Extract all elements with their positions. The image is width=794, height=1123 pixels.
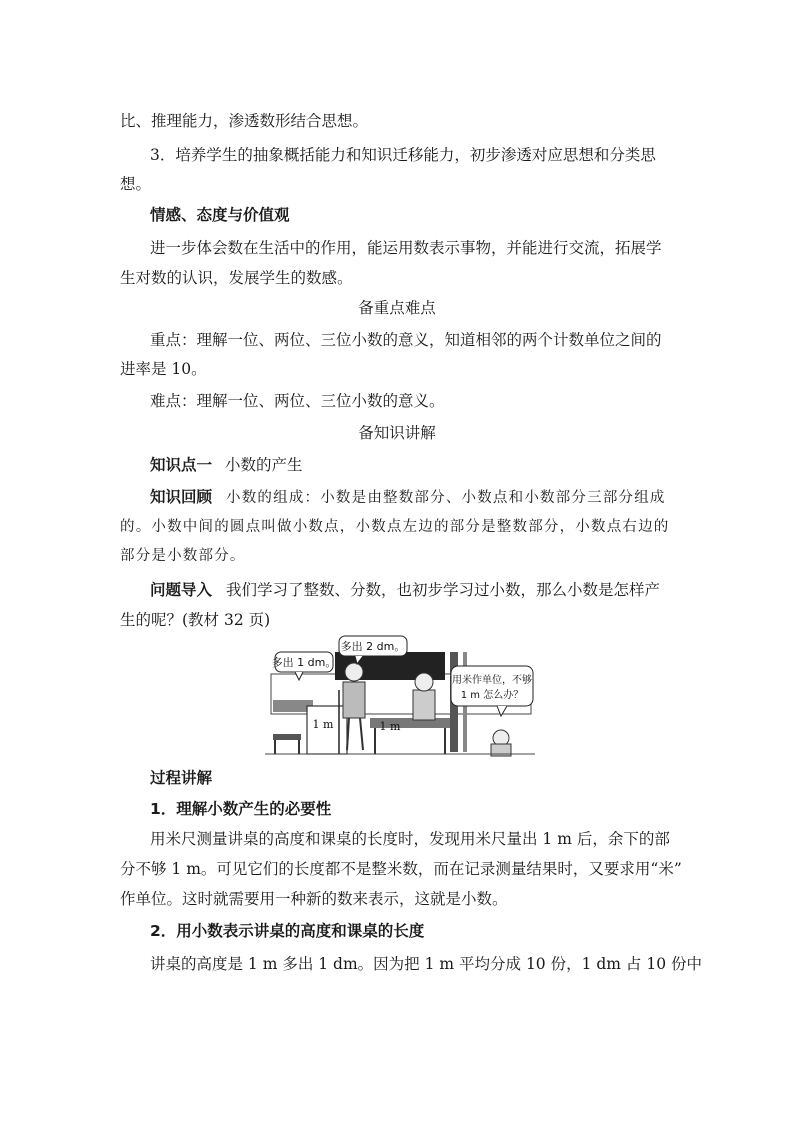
review-line: 的。小数中间的圆点叫做小数点，小数点左边的部分是整数部分，小数点右边的 xyxy=(120,519,670,535)
text-line: 难点：理解一位、两位、三位小数的意义。 xyxy=(150,392,445,410)
section-heading: 过程讲解 xyxy=(150,769,213,787)
classroom-illustration xyxy=(265,632,535,760)
text-line: 比、推理能力，渗透数形结合思想。 xyxy=(120,112,369,130)
text-line: 作单位。这时就需要用一种新的数来表示，这就是小数。 xyxy=(120,890,508,908)
knowledge-point-heading xyxy=(150,455,302,475)
bubble-mid-text: 多出 2 dm。 xyxy=(340,640,406,653)
text-line: 讲桌的高度是 1 m 多出 1 dm。因为把 1 m 平均分成 10 份，1 dm 占 10 份中 xyxy=(150,955,703,973)
section-title: 备重点难点 xyxy=(358,299,436,317)
text-line: 想。 xyxy=(120,175,152,193)
text-line: 分不够 1 m。可见它们的长度都不是整米数，而在记录测量结果时，又要求用“米” xyxy=(120,860,682,878)
length-label: 1 m xyxy=(379,720,401,733)
review-label: 知识回顾 xyxy=(150,488,213,506)
intro-text: 我们学习了整数、分数，也初步学习过小数，那么小数是怎样产 xyxy=(226,581,661,599)
section-title: 备知识讲解 xyxy=(358,424,436,442)
text-line: 进一步体会数在生活中的作用，能运用数表示事物，并能进行交流，拓展学 xyxy=(150,239,662,257)
text-line: 重点：理解一位、两位、三位小数的意义，知道相邻的两个计数单位之间的 xyxy=(150,331,662,349)
bubble-right-line-2: 1 m 怎么办？ xyxy=(460,690,524,701)
step-title: 2．用小数表示讲桌的高度和课桌的长度 xyxy=(150,922,425,940)
step-title: 1．理解小数产生的必要性 xyxy=(150,800,332,818)
kp-title: 小数的产生 xyxy=(224,456,303,474)
intro-label: 问题导入 xyxy=(150,581,213,599)
review-line xyxy=(150,487,666,508)
bubble-right-line-1: 用米作单位，不够 xyxy=(452,675,532,686)
text-line: 3．培养学生的抽象概括能力和知识迁移能力，初步渗透对应思想和分类思 xyxy=(150,146,656,164)
text-line: 进率是 10。 xyxy=(120,360,207,378)
text-line: 生的呢？(教材 32 页) xyxy=(120,611,271,629)
text-line: 用米尺测量讲桌的高度和课桌的长度时，发现用米尺量出 1 m 后，余下的部 xyxy=(150,830,670,848)
text-line: 生对数的认识，发展学生的数感。 xyxy=(120,269,353,287)
intro-line xyxy=(150,580,660,600)
section-heading: 情感、态度与价值观 xyxy=(150,206,290,224)
kp-label: 知识点一 xyxy=(150,456,213,474)
review-text: 小数的组成：小数是由整数部分、小数点和小数部分三部分组成 xyxy=(226,490,666,506)
review-line: 部分是小数部分。 xyxy=(120,548,246,564)
height-label: 1 m xyxy=(312,718,334,731)
bubble-left-text: 多出 1 dm。 xyxy=(271,656,337,669)
